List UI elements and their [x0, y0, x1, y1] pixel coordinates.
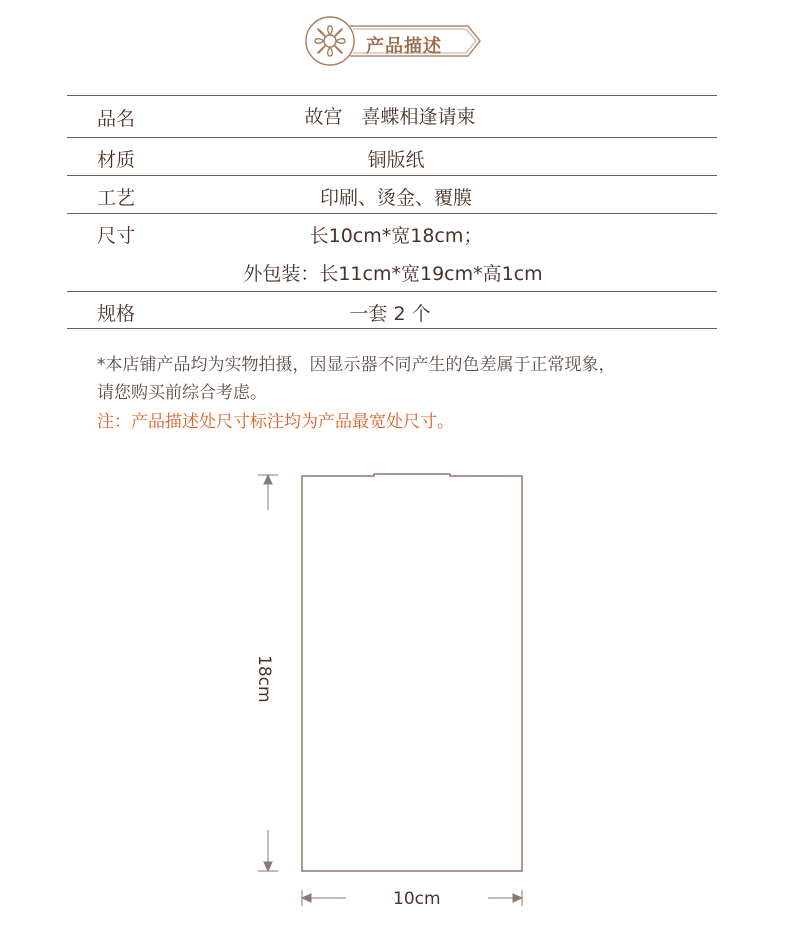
disclaimer-note: *本店铺产品均为实物拍摄，因显示器不同产生的色差属于正常现象， — [97, 355, 616, 375]
table-divider — [67, 137, 717, 138]
table-divider — [67, 328, 717, 329]
size-warning-note: 注：产品描述处尺寸标注均为产品最宽处尺寸。 — [97, 412, 454, 432]
spec-value: 长10cm*宽18cm； — [309, 225, 483, 247]
spec-value: 印刷、烫金、覆膜 — [319, 187, 472, 209]
section-header-banner — [300, 12, 482, 70]
card-outline — [302, 474, 522, 871]
width-dimension-label: 10cm — [393, 889, 441, 909]
spec-label: 工艺 — [97, 187, 136, 209]
spec-value: 铜版纸 — [367, 149, 425, 171]
dimension-diagram — [0, 460, 790, 920]
spec-label: 材质 — [97, 149, 136, 171]
height-dimension-label: 18cm — [254, 655, 274, 703]
spec-label: 尺寸 — [97, 225, 136, 247]
table-divider — [67, 175, 717, 176]
spec-value: 故宫 喜蝶相逢请柬 — [304, 106, 476, 128]
section-title: 产品描述 — [366, 36, 442, 57]
table-divider — [67, 291, 717, 292]
table-divider — [67, 95, 717, 96]
spec-value-packaging: 外包装：长11cm*宽19cm*高1cm — [243, 263, 543, 285]
spec-label: 规格 — [97, 303, 136, 325]
card-outline-diagram — [0, 460, 790, 920]
spec-label: 品名 — [97, 108, 136, 130]
table-divider — [67, 213, 717, 214]
spec-value: 一套 2 个 — [349, 303, 431, 325]
disclaimer-note-continued: 请您购买前综合考虑。 — [97, 383, 267, 403]
